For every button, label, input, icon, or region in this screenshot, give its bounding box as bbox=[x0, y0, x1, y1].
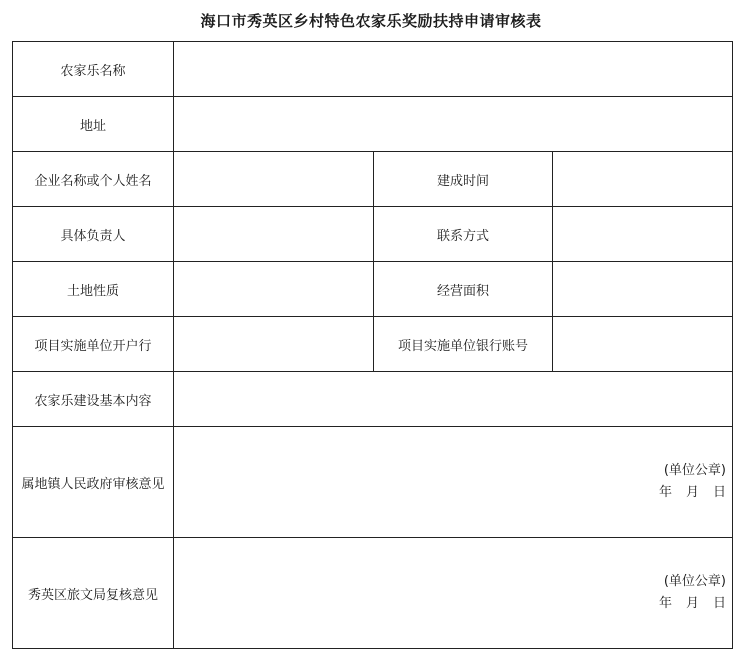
enterprise-value-cell[interactable] bbox=[174, 152, 374, 207]
seal-day: 日 bbox=[713, 485, 727, 500]
seal-year: 年 bbox=[658, 485, 672, 500]
table-row bbox=[13, 317, 733, 372]
manager-value-cell[interactable] bbox=[174, 207, 374, 262]
contact-label: 联系方式 bbox=[374, 207, 553, 262]
table-row bbox=[13, 427, 733, 538]
bank-value-cell[interactable] bbox=[174, 317, 374, 372]
town-opinion-cell[interactable] bbox=[174, 427, 733, 538]
seal-stamp-text: (单位公章) bbox=[663, 574, 727, 589]
build-time-value-cell[interactable] bbox=[553, 152, 733, 207]
table-row bbox=[13, 538, 733, 649]
seal-date bbox=[645, 482, 726, 504]
content-label: 农家乐建设基本内容 bbox=[13, 372, 174, 427]
area-label: 经营面积 bbox=[374, 262, 553, 317]
bank-label: 项目实施单位开户行 bbox=[13, 317, 174, 372]
seal-month: 月 bbox=[685, 485, 699, 500]
land-value-cell[interactable] bbox=[174, 262, 374, 317]
content-value-cell[interactable] bbox=[174, 372, 733, 427]
contact-value-cell[interactable] bbox=[553, 207, 733, 262]
seal-block bbox=[645, 571, 726, 615]
seal-date bbox=[645, 593, 726, 615]
seal-month: 月 bbox=[685, 596, 699, 611]
bureau-opinion-cell[interactable] bbox=[174, 538, 733, 649]
name-label: 农家乐名称 bbox=[13, 42, 174, 97]
land-label: 土地性质 bbox=[13, 262, 174, 317]
account-label: 项目实施单位银行账号 bbox=[374, 317, 553, 372]
seal-block bbox=[645, 460, 726, 504]
table-row bbox=[13, 97, 733, 152]
seal-stamp-text: (单位公章) bbox=[663, 463, 727, 478]
name-value-cell[interactable] bbox=[174, 42, 733, 97]
area-value-cell[interactable] bbox=[553, 262, 733, 317]
seal-day: 日 bbox=[713, 596, 727, 611]
enterprise-label: 企业名称或个人姓名 bbox=[13, 152, 174, 207]
address-label: 地址 bbox=[13, 97, 174, 152]
account-value-cell[interactable] bbox=[553, 317, 733, 372]
page-title: 海口市秀英区乡村特色农家乐奖励扶持申请审核表 bbox=[200, 12, 542, 30]
build-time-label: 建成时间 bbox=[374, 152, 553, 207]
table-row bbox=[13, 262, 733, 317]
application-form-table bbox=[12, 41, 733, 649]
table-row bbox=[13, 207, 733, 262]
table-row bbox=[13, 372, 733, 427]
address-value-cell[interactable] bbox=[174, 97, 733, 152]
table-row bbox=[13, 152, 733, 207]
town-opinion-label: 属地镇人民政府审核意见 bbox=[13, 427, 174, 538]
manager-label: 具体负责人 bbox=[13, 207, 174, 262]
table-row bbox=[13, 42, 733, 97]
seal-year: 年 bbox=[658, 596, 672, 611]
bureau-opinion-label: 秀英区旅文局复核意见 bbox=[13, 538, 174, 649]
